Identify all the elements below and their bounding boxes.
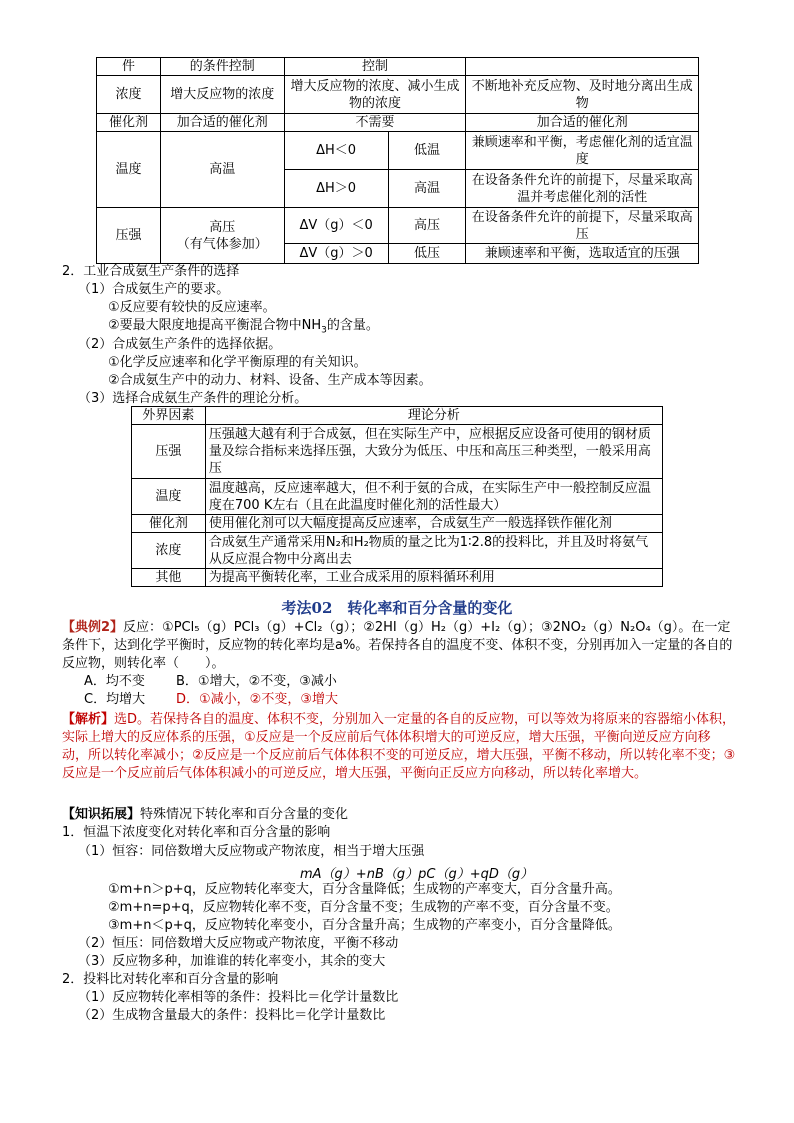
list-item: ①化学反应速率和化学平衡原理的有关知识。	[108, 355, 367, 370]
table-row	[132, 407, 663, 425]
text-fragment: ②要最大限度地提高平衡混合物中NH	[108, 318, 322, 333]
table-cell: 温度	[132, 479, 206, 515]
table-cell: ΔH＞0	[284, 170, 388, 208]
list-item: （2）恒压：同倍数增大反应物或产物浓度，平衡不移动	[78, 936, 399, 951]
table-row	[132, 515, 663, 533]
table-row	[97, 114, 699, 132]
list-item: （2）合成氨生产条件的选择依据。	[78, 337, 282, 352]
table-cell: 温度越高，反应速率越大，但不利于氨的合成，在实际生产中一般控制反应温度在700 K左右（且在此温度时催化剂的活性最大）	[205, 479, 662, 515]
table-row	[132, 533, 663, 569]
table-row	[97, 132, 699, 170]
table-cell: 使用催化剂可以大幅度提高反应速率，合成氨生产一般选择铁作催化剂	[205, 515, 662, 533]
answer-paragraph	[62, 711, 736, 783]
list-item: （3）选择合成氨生产条件的理论分析。	[78, 391, 308, 406]
pressure-rate-text: 高压	[209, 219, 236, 235]
table-cell: 在设备条件允许的前提下，尽量采取高压	[466, 208, 699, 244]
table-cell: 兼顾速率和平衡，考虑催化剂的适宜温度	[466, 132, 699, 170]
answer-text: 选D。若保持各自的温度、体积不变，分别加入一定量的各自的反应物，可以等效为将原来的容器缩小体积，实际上增大的反应体系的压强，①反应是一个反应前后气体体积增大的可逆反应，增大压强，平衡向逆反应方向移动，所以转化率减小；②反应是一个反应前后气体体积不变的可逆反应，增大压强，平衡不移动，所以转化率不变；③反应是一个反应前后气体体积减小的可逆反应，增大压强，平衡向正反应方向移动，所以转化率增大。	[62, 712, 736, 781]
table-row	[97, 76, 699, 114]
table-row	[97, 208, 699, 244]
extension-title	[62, 806, 348, 823]
table-cell: 外界因素	[132, 407, 206, 425]
table-row	[132, 479, 663, 515]
table-cell: 为提高平衡转化率，工业合成采用的原料循环利用	[205, 569, 662, 587]
reaction-conditions-table	[96, 57, 699, 264]
table-cell: 压强越大越有利于合成氨，但在实际生产中，应根据反应设备可使用的钢材质量及综合指标来选择压强，大致分为低压、中压和高压三种类型，一般采用高压	[205, 425, 662, 479]
theory-analysis-table	[131, 406, 663, 587]
table-cell: 高压	[388, 208, 466, 244]
text-fragment: 的含量。	[326, 318, 379, 333]
table-cell: 催化剂	[132, 515, 206, 533]
list-item: （1）反应物转化率相等的条件：投料比＝化学计量数比	[78, 990, 399, 1005]
section-heading: 考法02 转化率和百分含量的变化	[281, 599, 513, 617]
option-a: A．均不变	[84, 674, 145, 689]
table-cell: 加合适的催化剂	[466, 114, 699, 132]
table-cell: 在设备条件允许的前提下，尽量采取高温并考虑催化剂的活性	[466, 170, 699, 208]
extension-text: 特殊情况下转化率和百分含量的变化	[140, 807, 349, 822]
table-cell: 压强	[132, 425, 206, 479]
list-item: ②合成氨生产中的动力、材料、设备、生产成本等因素。	[108, 373, 432, 388]
table-cell	[466, 58, 699, 76]
list-item: （3）反应物多种，加谁谁的转化率变小，其余的变大	[78, 954, 386, 969]
list-item: （1）恒容：同倍数增大反应物或产物浓度，相当于增大压强	[78, 844, 425, 859]
table-cell: 浓度	[97, 76, 161, 114]
subscript: 3	[321, 325, 327, 336]
table-row	[132, 425, 663, 479]
example-paragraph	[62, 619, 736, 673]
table-cell: 的条件控制	[160, 58, 284, 76]
list-item: （1）合成氨生产的要求。	[78, 282, 230, 297]
table-cell: 不需要	[284, 114, 466, 132]
table-cell: 催化剂	[97, 114, 161, 132]
table-cell: 温度	[97, 132, 161, 208]
table-cell	[160, 208, 284, 264]
table-cell: 低压	[388, 244, 466, 264]
table-cell: 不断地补充反应物、及时地分离出生成物	[466, 76, 699, 114]
answer-tag: 【解析】	[62, 712, 115, 727]
option-b: B．①增大，②不变，③减小	[176, 674, 337, 689]
pressure-rate-note: （有气体参加）	[176, 236, 268, 252]
table-cell: 加合适的催化剂	[160, 114, 284, 132]
option-c: C．均增大	[84, 692, 146, 707]
table-cell: 件	[97, 58, 161, 76]
table-cell: ΔV（g）＞0	[284, 244, 388, 264]
table-cell: 兼顾速率和平衡，选取适宜的压强	[466, 244, 699, 264]
list-item: ②m+n=p+q，反应物转化率不变，百分含量不变；生成物的产率不变，百分含量不变。	[108, 900, 619, 915]
table-row	[97, 58, 699, 76]
table-cell: 其他	[132, 569, 206, 587]
table-cell: ΔV（g）＜0	[284, 208, 388, 244]
option-d: D．①减小，②不变，③增大	[176, 692, 338, 707]
example-tag: 【典例2】	[62, 620, 124, 635]
table-cell: 低温	[388, 132, 466, 170]
list-item: ③m+n＜p+q，反应物转化率变小，百分含量升高；生成物的产率变小，百分含量降低。	[108, 918, 621, 933]
example-text: 反应：①PCl₅（g）PCl₃（g）+Cl₂（g）；②2HI（g）H₂（g）+I₂（g）；③2NO₂（g）N₂O₄（g）。在一定条件下，达到化学平衡时，反应物的转化率均是a%。若保持各自的温度不变、体积不变，分别再加入一定量的各自的反应物，则转化率（ ）。	[62, 620, 733, 671]
table-cell: 控制	[284, 58, 466, 76]
section-title: 2．工业合成氨生产条件的选择	[62, 264, 240, 279]
list-item: 1．恒温下浓度变化对转化率和百分含量的影响	[62, 825, 331, 840]
table-cell: 理论分析	[205, 407, 662, 425]
table-cell: 增大反应物的浓度	[160, 76, 284, 114]
extension-tag: 【知识拓展】	[62, 807, 141, 822]
table-cell: 高温	[388, 170, 466, 208]
table-cell: 合成氨生产通常采用N₂和H₂物质的量之比为1∶2.8的投料比，并且及时将氨气从反应混合物中分离出去	[205, 533, 662, 569]
table-cell: 浓度	[132, 533, 206, 569]
table-cell: 高温	[160, 132, 284, 208]
list-item: 2．投料比对转化率和百分含量的影响	[62, 972, 279, 987]
list-item: ①反应要有较快的反应速率。	[108, 300, 276, 315]
table-cell: 压强	[97, 208, 161, 264]
table-cell: 增大反应物的浓度、减小生成物的浓度	[284, 76, 466, 114]
table-row	[132, 569, 663, 587]
list-item: ①m+n＞p+q，反应物转化率变大，百分含量降低；生成物的产率变大，百分含量升高。	[108, 882, 621, 897]
list-item: （2）生成物含量最大的条件：投料比＝化学计量数比	[78, 1008, 386, 1023]
table-cell: ΔH＜0	[284, 132, 388, 170]
reaction-equation: mA（g）+nB（g）pC（g）+qD（g）	[300, 867, 534, 882]
